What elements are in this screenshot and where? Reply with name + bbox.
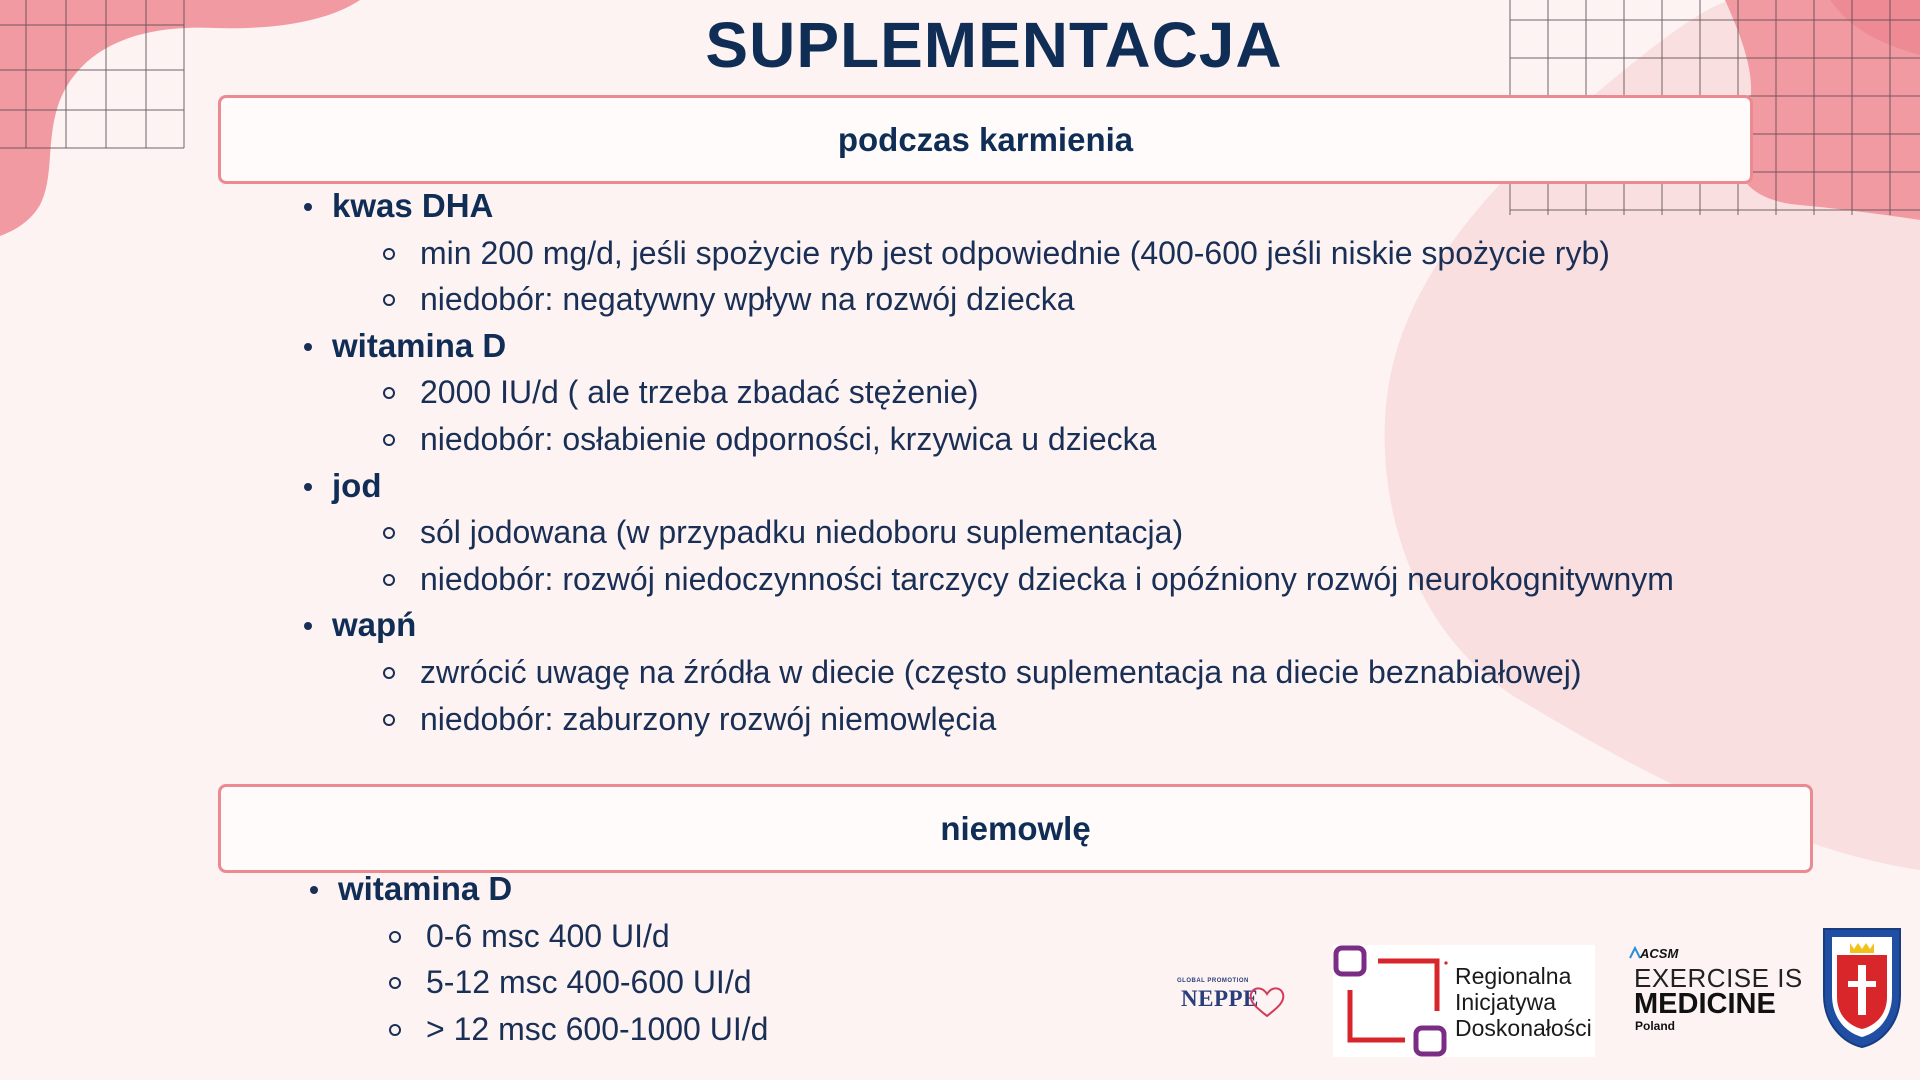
neppe-wordmark: NEPPE	[1181, 986, 1259, 1011]
detail-item: 0-6 msc 400 UI/d	[338, 913, 768, 960]
list-item	[300, 463, 1674, 603]
detail-item: sól jodowana (w przypadku niedoboru suplementacja)	[332, 509, 1674, 556]
section-heading-infant: niemowlę	[218, 784, 1813, 873]
rid-mark-icon	[1333, 945, 1453, 1057]
list-item	[300, 323, 1674, 463]
rid-text-line: Regionalna	[1455, 963, 1572, 989]
supplement-list-infant	[306, 866, 768, 1052]
neppe-logo	[1175, 972, 1285, 1022]
rid-text-line: Inicjatywa	[1455, 989, 1556, 1015]
rid-text-line: Doskonałości	[1455, 1015, 1592, 1041]
list-item	[300, 183, 1674, 323]
list-item	[300, 602, 1674, 742]
eim-country: Poland	[1635, 1019, 1676, 1033]
detail-list	[332, 649, 1674, 742]
supplement-label: jod	[332, 466, 382, 504]
regionalna-inicjatywa-doskonalosci-logo	[1333, 945, 1595, 1057]
crest-icon	[1820, 925, 1904, 1050]
list-item	[306, 866, 768, 1052]
section-heading-breastfeeding: podczas karmienia	[218, 95, 1753, 184]
awfis-crest-logo	[1820, 925, 1904, 1050]
detail-item: zwrócić uwagę na źródła w diecie (często suplementacja na diecie beznabiałowej)	[332, 649, 1674, 696]
detail-item: niedobór: negatywny wpływ na rozwój dziecka	[332, 276, 1674, 323]
detail-list	[332, 369, 1674, 462]
supplement-label: witamina D	[338, 870, 513, 907]
page-title: SUPLEMENTACJA	[705, 9, 1283, 81]
eim-line1: EXERCISE IS	[1634, 963, 1803, 993]
detail-item: min 200 mg/d, jeśli spożycie ryb jest odpowiednie (400-600 jeśli niskie spożycie ryb)	[332, 230, 1674, 277]
detail-list	[332, 509, 1674, 602]
neppe-tagline: GLOBAL PROMOTION	[1177, 978, 1249, 984]
detail-item: niedobór: osłabienie odporności, krzywica u dziecka	[332, 416, 1674, 463]
detail-item: > 12 msc 600-1000 UI/d	[338, 1006, 768, 1053]
acsm-text: ACSM	[1640, 946, 1679, 961]
heart-icon	[1247, 984, 1287, 1020]
supplement-label: kwas DHA	[332, 187, 494, 224]
detail-list	[338, 913, 768, 1053]
eim-line2: MEDICINE	[1634, 988, 1776, 1020]
detail-item: niedobór: rozwój niedoczynności tarczycy dziecka i opóźniony rozwój neurokognitywnym	[332, 556, 1674, 603]
detail-item: 2000 IU/d ( ale trzeba zbadać stężenie)	[332, 369, 1674, 416]
supplement-label: wapń	[332, 606, 417, 644]
detail-list	[332, 230, 1674, 323]
supplement-label: witamina D	[332, 326, 507, 364]
detail-item: 5-12 msc 400-600 UI/d	[338, 959, 768, 1006]
supplement-list-breastfeeding	[300, 183, 1674, 742]
detail-item: niedobór: zaburzony rozwój niemowlęcia	[332, 696, 1674, 743]
exercise-is-medicine-logo	[1628, 944, 1803, 1033]
